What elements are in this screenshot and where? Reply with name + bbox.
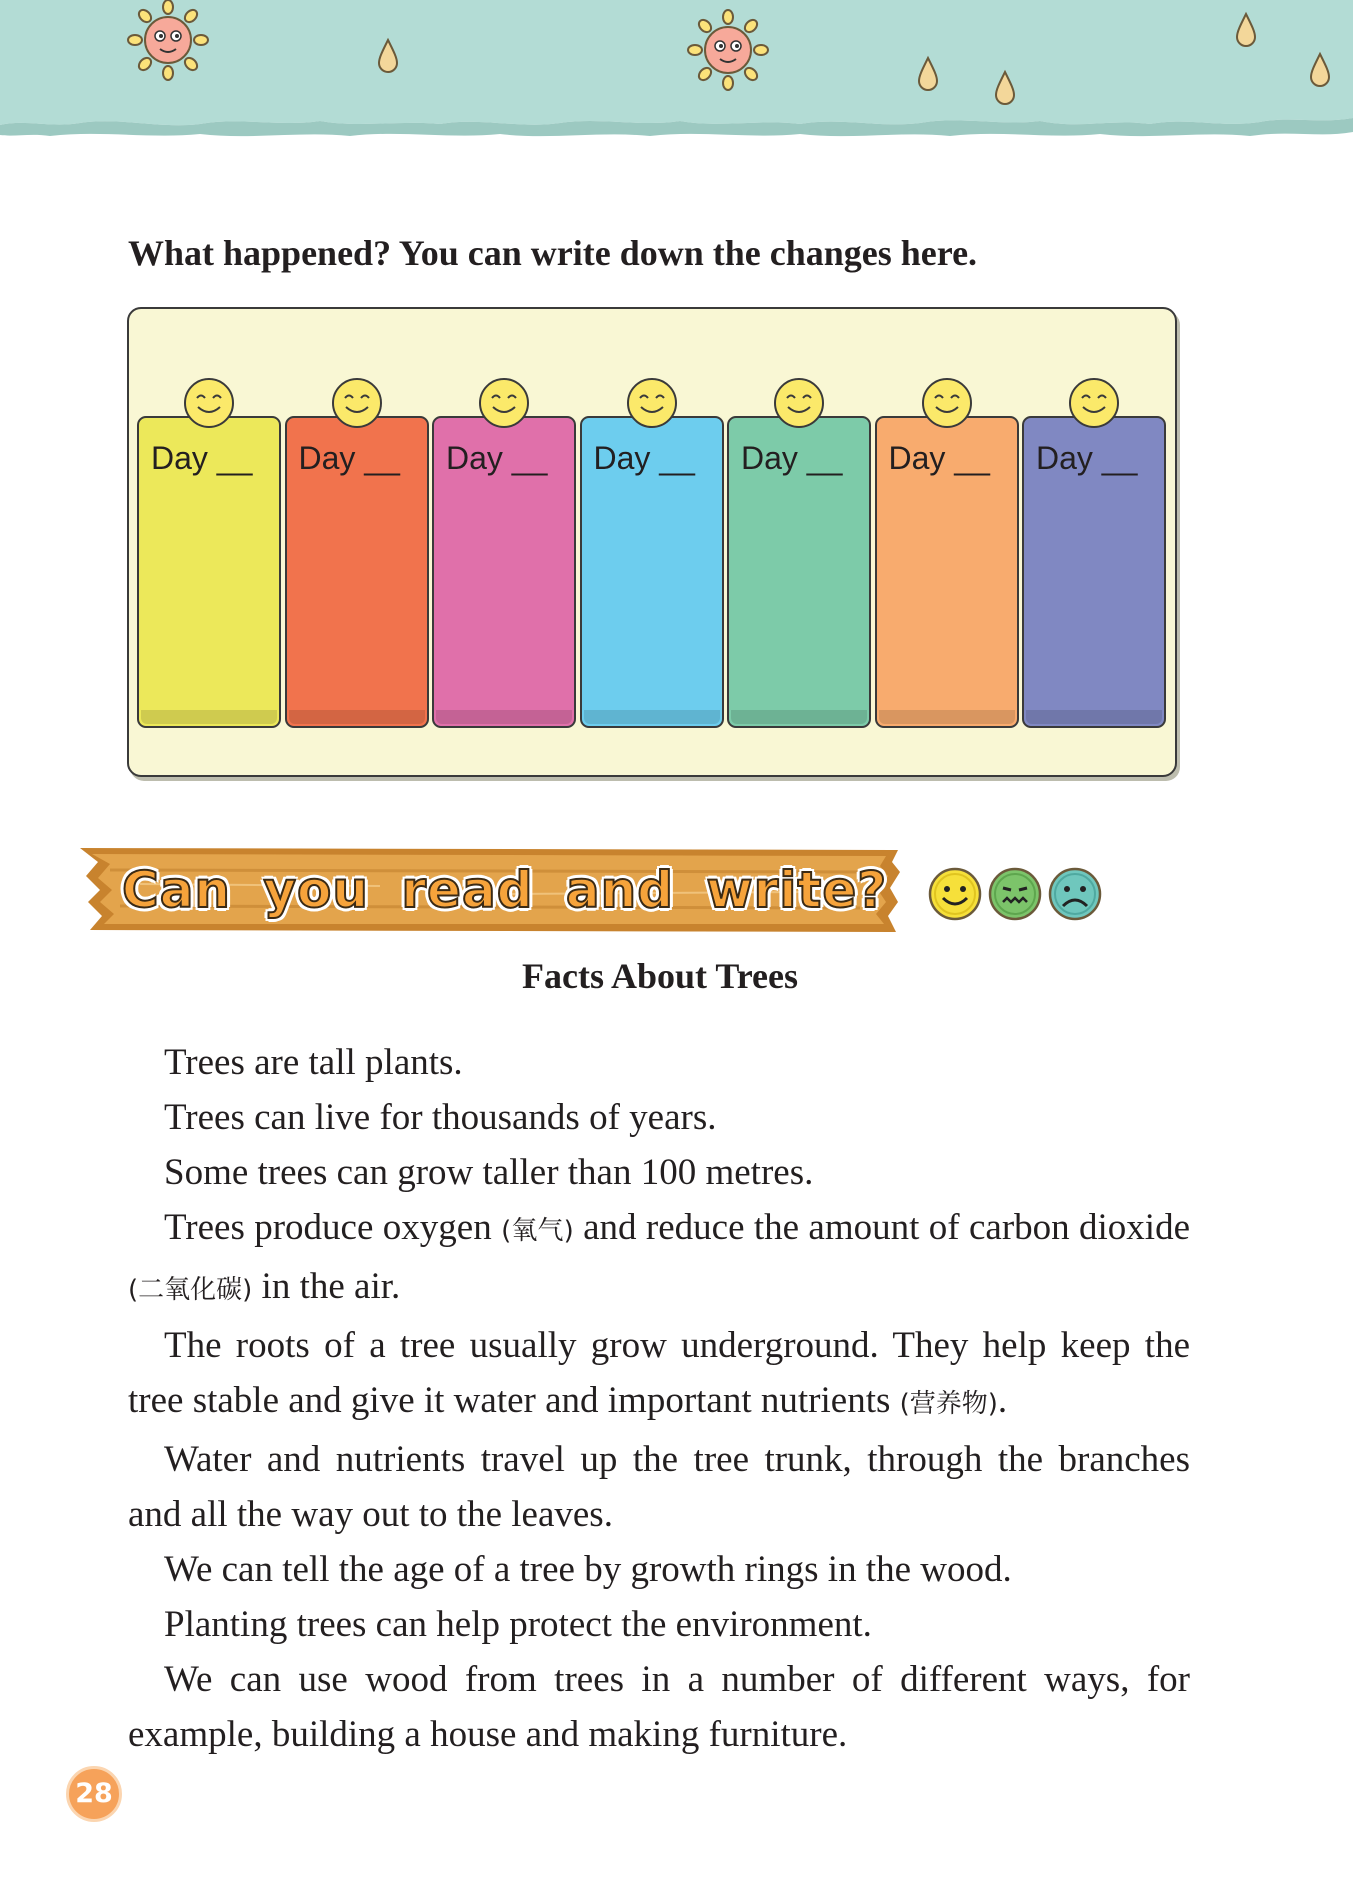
day-column[interactable] [875,416,1019,728]
sun-icon [128,0,208,80]
day-column[interactable] [432,416,576,728]
fact-paragraph: Trees can live for thousands of years. [164,1097,717,1138]
column-shadow [879,710,1015,724]
chinese-gloss: (氧气) [501,1216,574,1246]
fact-paragraph: Trees are tall plants. [164,1042,463,1083]
neutral-face-icon[interactable] [987,866,1043,922]
chinese-gloss: (营养物) [899,1389,998,1419]
day-label: Day __ [593,440,695,476]
fact-paragraph [128,1200,1190,1318]
day-column[interactable] [580,416,724,728]
smiley-face-icon [772,376,826,430]
fact-text: The roots of a tree usually grow underground. They help keep the tree stable and give it water and important nutrients [128,1325,1190,1421]
fact-paragraph: Some trees can grow taller than 100 metres. [164,1152,814,1193]
chinese-gloss: (二氧化碳) [128,1275,253,1305]
instruction-text: What happened? You can write down the changes here. [128,233,978,273]
fact-paragraph: We can use wood from trees in a number of different ways, for example, building a house and making furniture. [128,1659,1190,1755]
day-column[interactable] [1022,416,1166,728]
column-shadow [584,710,720,724]
column-shadow [436,710,572,724]
sad-face-icon[interactable] [1047,866,1103,922]
sun-icon [688,10,768,90]
observation-chart [127,307,1177,777]
fact-paragraph: Planting trees can help protect the environment. [164,1604,872,1645]
day-label: Day __ [298,440,400,476]
fact-text: and reduce the amount of carbon dioxide [573,1207,1190,1248]
fact-text: in the air. [252,1266,401,1307]
column-shadow [289,710,425,724]
day-label: Day __ [741,440,843,476]
day-label: Day __ [1036,440,1138,476]
smiley-face-icon [182,376,236,430]
facts-list [128,1035,1190,1762]
fact-paragraph: We can tell the age of a tree by growth rings in the wood. [164,1549,1012,1590]
smiley-face-icon [330,376,384,430]
day-label: Day __ [446,440,548,476]
smiley-face-icon [920,376,974,430]
section-title: Can you read and write? [122,861,888,919]
day-column[interactable] [727,416,871,728]
fact-paragraph [128,1318,1190,1432]
smiley-face-icon [1067,376,1121,430]
smiley-face-icon [625,376,679,430]
day-column[interactable] [285,416,429,728]
header-band [0,0,1353,150]
page-number: 28 [66,1766,122,1822]
column-shadow [731,710,867,724]
reading-title: Facts About Trees [522,956,798,996]
column-shadow [1026,710,1162,724]
day-label: Day __ [888,440,990,476]
column-shadow [141,710,277,724]
day-label: Day __ [151,440,253,476]
fact-text: . [997,1380,1008,1421]
day-column[interactable] [137,416,281,728]
fact-text: Trees produce oxygen [164,1207,502,1248]
fact-paragraph: Water and nutrients travel up the tree trunk, through the branches and all the way out to the leaves. [128,1439,1190,1535]
happy-face-icon[interactable] [927,866,983,922]
smiley-face-icon [477,376,531,430]
